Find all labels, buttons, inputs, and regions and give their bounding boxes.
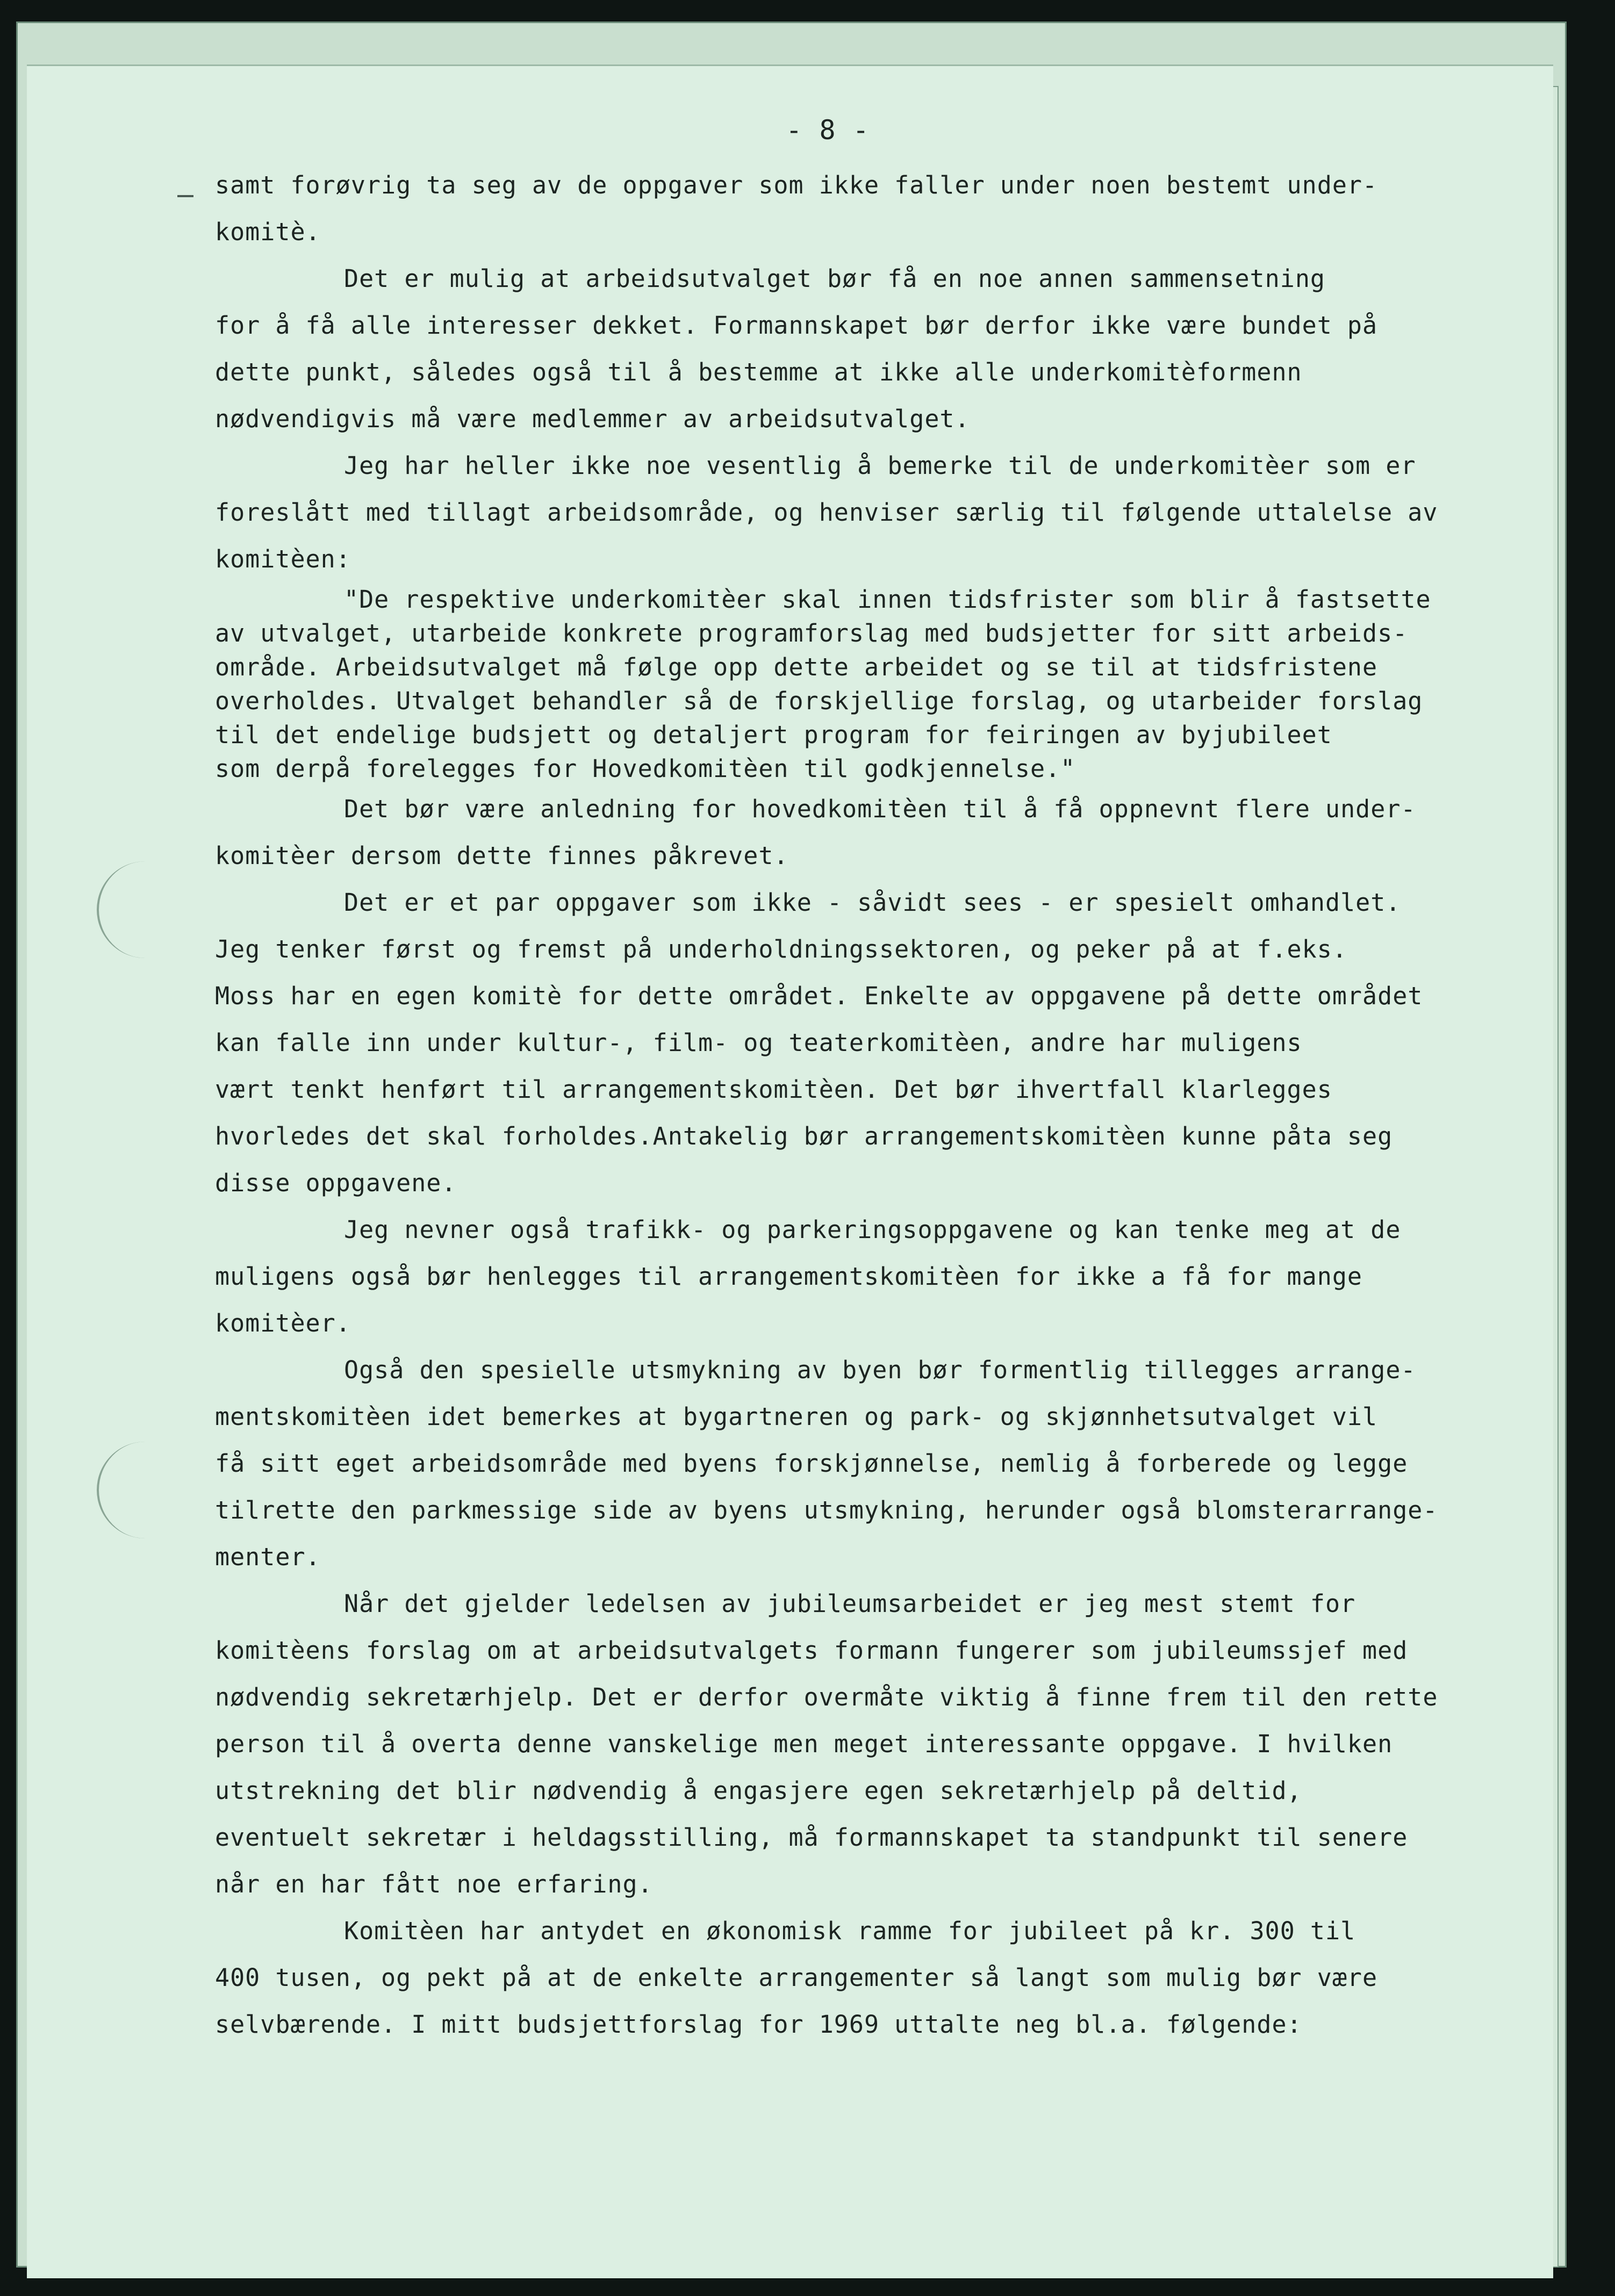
paragraph-3: Jeg har heller ikke noe vesentlig å bemerke til de underkomitèer som er foreslått med tillagt arbeidsområde, og henviser særlig til følgende uttalelse av komitèen:	[215, 451, 1438, 573]
body-text	[215, 114, 1494, 2048]
punch-hole-lower	[97, 1442, 145, 1538]
document-page	[27, 64, 1553, 2278]
paragraph-6: Det er et par oppgaver som ikke - såvidt sees - er spesielt omhandlet. Jeg tenker først og fremst på underholdningssektoren, og peker på at f.eks. Moss har en egen komitè for dette området. Enkelte av oppgavene på dette området kan falle inn under kultur-, film- og teaterkomitèen, andre har muligens vært tenkt henført til arrangementskomitèen. Det bør ihvertfall klarlegges hvorledes det skal forholdes.Antakelig bør arrangementskomitèen kunne påta seg disse oppgavene.	[215, 888, 1423, 1197]
page-number: - 8 -	[786, 114, 870, 146]
punch-hole-upper	[97, 861, 145, 958]
quoted-statement: "De respektive underkomitèer skal innen tidsfrister som blir å fastsette av utvalget, utarbeide konkrete programforslag med budsjetter for sitt arbeids- område. Arbeidsutvalget må følge opp dette arbeidet og se til at tidsfristene overholdes. Utvalget behandler så de forskjellige forslag, og utarbeider forslag til det endelige budsjett og detaljert program for feiringen av byjubileet som derpå forelegges for Hovedkomitèen til godkjennelse."	[215, 585, 1431, 783]
paragraph-5: Det bør være anledning for hovedkomitèen til å få oppnevnt flere under- komitèer dersom dette finnes påkrevet.	[215, 795, 1416, 870]
stray-ink-mark	[177, 195, 193, 197]
paragraph-2: Det er mulig at arbeidsutvalget bør få en noe annen sammensetning for å få alle interesser dekket. Formannskapet bør derfor ikke være bundet på dette punkt, således også til å bestemme at ikke alle underkomitèformenn nødvendigvis må være medlemmer av arbeidsutvalget.	[215, 264, 1378, 433]
paragraph-8: Også den spesielle utsmykning av byen bør formentlig tillegges arrange- mentskomitèen idet bemerkes at bygartneren og park- og skjønnhetsutvalget vil få sitt eget arbeidsområde med byens forskjønnelse, nemlig å forberede og legge tilrette den parkmessige side av byens utsmykning, herunder også blomsterarrange- menter.	[215, 1356, 1438, 1571]
paragraph-1: samt forøvrig ta seg av de oppgaver som ikke faller under noen bestemt under- komitè.	[215, 171, 1378, 246]
paragraph-10: Komitèen har antydet en økonomisk ramme for jubileet på kr. 300 til 400 tusen, og pekt på at de enkelte arrangementer så langt som mulig bør være selvbærende. I mitt budsjettforslag for 1969 uttalte neg bl.a. følgende:	[215, 1917, 1378, 2039]
paragraph-9: Når det gjelder ledelsen av jubileumsarbeidet er jeg mest stemt for komitèens forslag om at arbeidsutvalgets formann fungerer som jubileumssjef med nødvendig sekretærhjelp. Det er derfor overmåte viktig å finne frem til den rette person til å overta denne vanskelige men meget interessante oppgave. I hvilken utstrekning det blir nødvendig å engasjere egen sekretærhjelp på deltid, eventuelt sekretær i heldagsstilling, må formannskapet ta standpunkt til senere når en har fått noe erfaring.	[215, 1589, 1438, 1898]
paragraph-7: Jeg nevner også trafikk- og parkeringsoppgavene og kan tenke meg at de muligens også bør henlegges til arrangementskomitèen for ikke a få for mange komitèer.	[215, 1215, 1401, 1337]
